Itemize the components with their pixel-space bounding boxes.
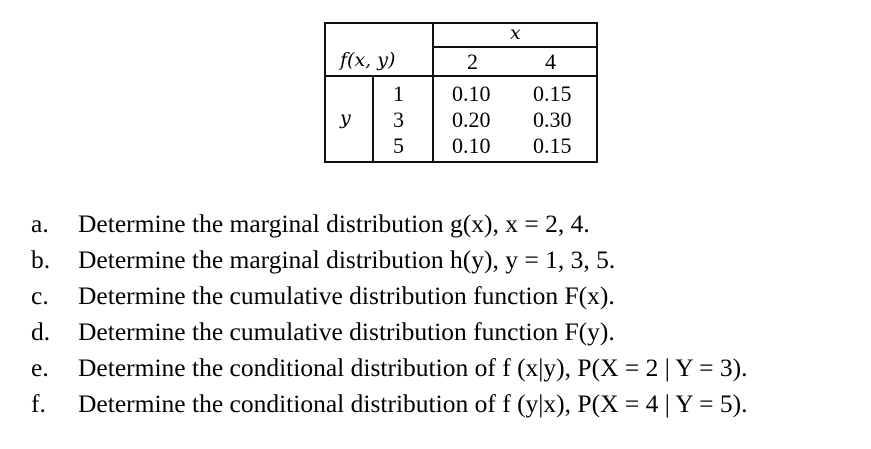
table-y-divider (372, 77, 374, 161)
table-x-value: 2 (467, 49, 478, 74)
question-text: Determine the marginal distribution g(x), x = 2, 4. (78, 209, 590, 238)
table-cell: 0.15 (533, 81, 572, 106)
table-cell: 0.10 (452, 81, 491, 106)
question-text: Determine the cumulative distribution function F(y). (78, 317, 615, 346)
table-cell: 0.10 (452, 133, 491, 158)
table-y-value: 3 (393, 107, 404, 132)
question-letter: e. (31, 353, 49, 382)
table-header-divider (326, 75, 596, 77)
question-letter: b. (31, 245, 51, 274)
table-x-value: 4 (545, 49, 556, 74)
question-item (31, 206, 748, 242)
question-item (31, 386, 748, 422)
question-text: Determine the conditional distribution of f (y|x), P(X = 4 | Y = 5). (78, 389, 748, 418)
joint-distribution-table (324, 22, 598, 163)
table-x-label: x (510, 22, 521, 44)
question-text: Determine the marginal distribution h(y), y = 1, 3, 5. (78, 245, 616, 274)
table-cell: 0.30 (533, 107, 572, 132)
question-item (31, 350, 748, 386)
table-y-value: 5 (393, 133, 404, 158)
question-text: Determine the cumulative distribution function F(x). (78, 281, 615, 310)
question-item (31, 314, 748, 350)
table-x-divider (432, 46, 598, 48)
table-cell: 0.15 (533, 133, 572, 158)
table-y-value: 1 (393, 81, 404, 106)
question-item (31, 278, 748, 314)
question-letter: d. (31, 317, 51, 346)
question-letter: c. (31, 281, 49, 310)
table-header-label: f(x, y) (340, 49, 396, 71)
table-cell: 0.20 (452, 107, 491, 132)
question-letter: a. (31, 209, 49, 238)
question-item (31, 242, 748, 278)
table-vertical-divider (432, 24, 434, 161)
question-letter: f. (31, 389, 46, 418)
question-list (31, 206, 748, 422)
table-y-label: y (340, 107, 351, 129)
question-text: Determine the conditional distribution of f (x|y), P(X = 2 | Y = 3). (78, 353, 748, 382)
